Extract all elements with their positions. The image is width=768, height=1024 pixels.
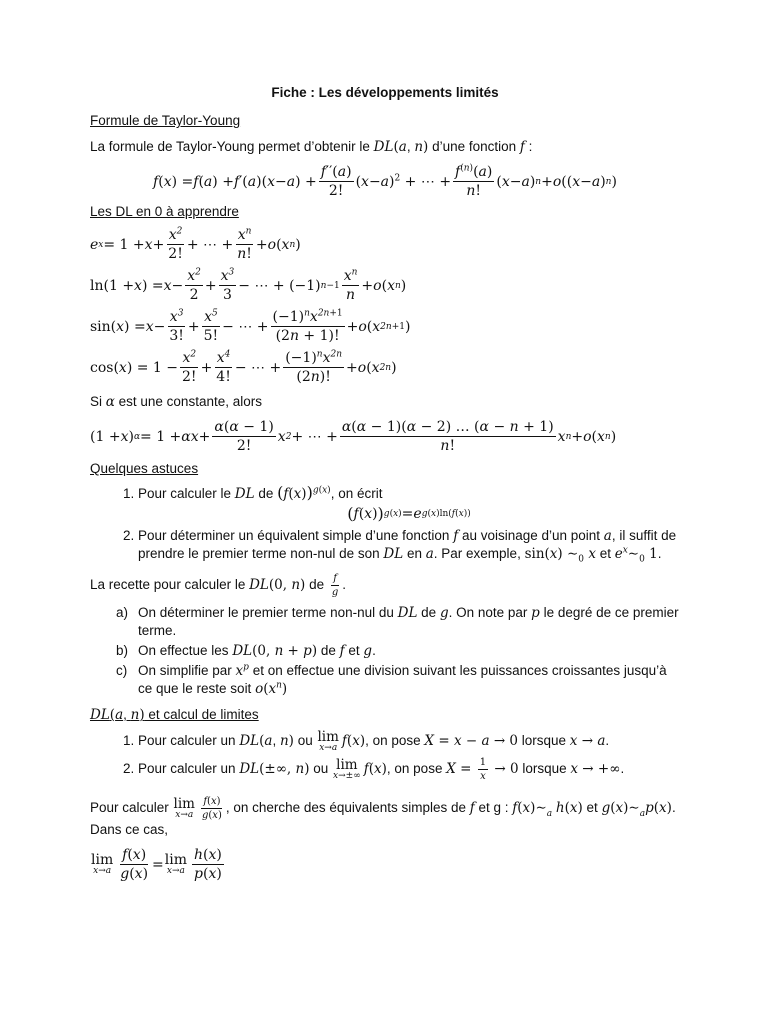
section-heading-limites: DL(a, n) et calcul de limites	[90, 707, 259, 723]
astuce1-formula: ( f ( x ) ) g(x) = e g(x)ln(f(x))	[347, 504, 471, 523]
section-heading-dl-en-0: Les DL en 0 à apprendre	[90, 204, 239, 219]
list-item: 2. Pour calculer un DL(±∞, n) ou lim x→±∞ f(x), on pose X = $\frac{1}{x}$ → 0 lorsque x → +∞.	[138, 757, 680, 782]
section-heading-taylor: Formule de Taylor-Young	[90, 113, 241, 128]
dl-sin: sin( x ) = x − $\frac{x^3}{3!}$ + $\frac{x^5}{5!}$ − ⋯ + $\frac{(-1)^nx^{2n+1}}{(2n + 1)!}$ + o ( x 2n+1 )	[90, 308, 411, 344]
document-page	[90, 84, 680, 882]
dl-cos: cos( x ) = 1 − $\frac{x^2}{2!}$ + $\frac{x^4}{4!}$ − ⋯ + $\frac{(-1)^nx^{2n}}{(2n)!}$ + o ( x 2n )	[90, 349, 397, 385]
final-paragraph-2: Dans ce cas,	[90, 822, 169, 837]
list-item: b) On effectue les DL(0, n + p) de f et g.	[116, 643, 376, 659]
list-item: 1. Pour calculer un DL(a, n) ou lim x→a f(x), on pose X = x − a → 0 lorsque x → a.	[138, 730, 680, 753]
list-item: 1. Pour calculer le DL de $(f(x))^{g(x)}$, on écrit ( f ( x ) ) g(x) = e g(x)ln(f(x))	[138, 484, 680, 523]
dl-exp: e x = 1 + x + $\frac{x^2}{2!}$ + ⋯ + $\frac{x^n}{n!}$ + o ( x n )	[90, 226, 301, 262]
list-item: a) On déterminer le premier terme non-nul du DL de g. On note par p le degré de ce premier terme.	[116, 605, 679, 638]
limit-equivalence-formula: lim x→a $\frac{f(x)}{g(x)}$ = lim x→a $\frac{h(x)}{p(x)}$	[91, 847, 222, 882]
list-item: c) On simplifie par $x^p$ et on effectue une division suivant les puissances croissantes jusqu’à ce que le reste soit $o(x^n)$	[116, 662, 667, 697]
dl-ln: ln(1 + x ) = x − $\frac{x^2}{2}$ + $\frac{x^3}{3}$ − ⋯ + (−1) n−1 $\frac{x^n}{n}$ + o ( x n )	[90, 267, 407, 303]
astuces-list	[90, 484, 680, 563]
section-heading-astuces: Quelques astuces	[90, 461, 199, 476]
recette-steps	[90, 604, 680, 698]
page-title: Fiche : Les développements limités	[271, 85, 499, 100]
recette-intro: La recette pour calculer le DL(0, n) de $\frac{f}{g}$ .	[90, 573, 347, 598]
limites-list	[90, 730, 680, 782]
list-item: 2. Pour déterminer un équivalent simple d’une fonction f au voisinage d’un point a, il suffit de prendre le premier terme non-nul de son DL en a. Par exemple, sin(x) $\sim_0$ x et $e^x\sim_0$ 1.	[138, 527, 680, 563]
taylor-intro: La formule de Taylor-Young permet d’obtenir le DL(a, n) d’une fonction f :	[90, 139, 533, 155]
alpha-intro: Si α est une constante, alors	[90, 394, 262, 410]
final-paragraph: Pour calculer lim x→a $\frac{f(x)}{g(x)}$ , on cherche des équivalents simples de f et g : $f(x)\sim_a$ h(x) et $g(x)\sim_ap(x)$.	[90, 796, 676, 821]
dl-power-alpha: (1 + x ) α = 1 + αx + $\frac{\alpha(\alpha - 1)}{2!}$ x 2 + ⋯ + $\frac{\alpha(\alpha - 1)(\alpha - 2) \dots (\alpha - n + 1)}{n!}$ x n + o ( x n )	[90, 419, 617, 454]
taylor-young-formula: f ( x ) = f ( a ) + f ′( a )( x − a ) + $\frac{f''(a)}{2!}$ ( x − a )$^2$ + ⋯ + $\frac{f^{(n)}(a)}{n!}$ ( x − a ) n + o (( x − a ) n )	[153, 163, 617, 199]
